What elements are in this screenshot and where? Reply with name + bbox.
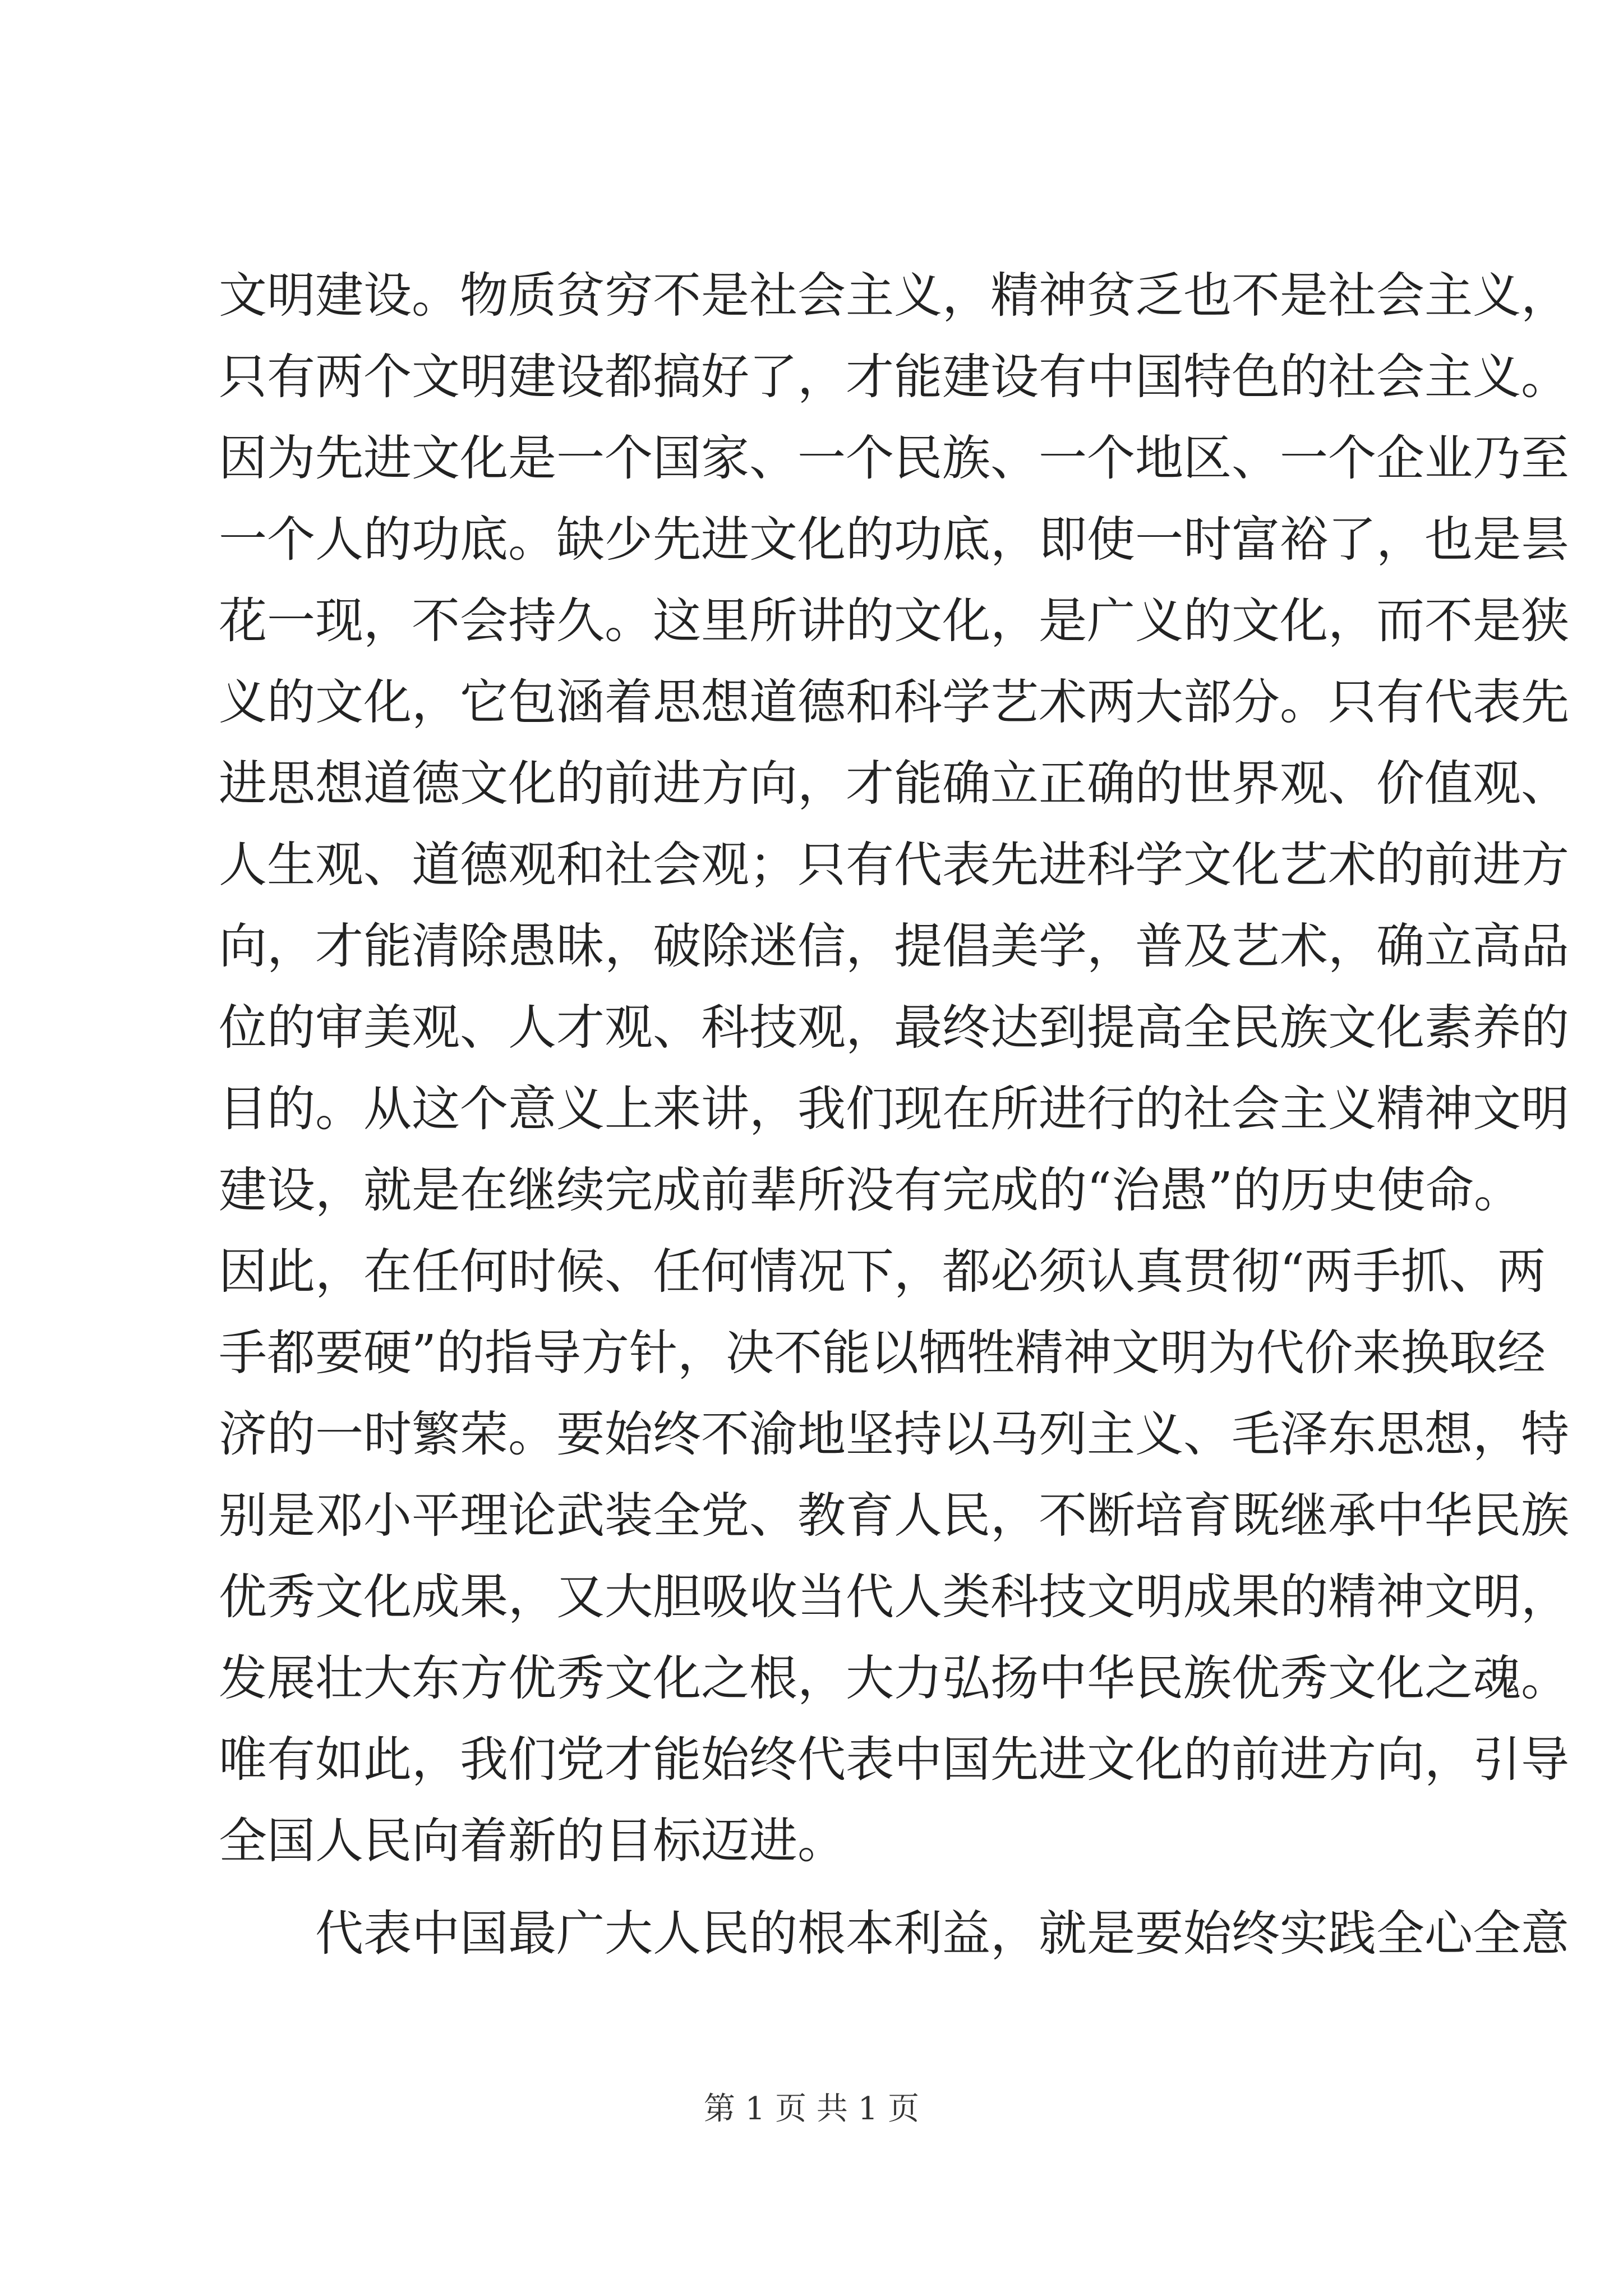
text-line: 因此，在任何时候、任何情况下，都必须认真贯彻“两手抓、两 <box>219 1244 1546 1300</box>
text-line: 文明建设。物质贫穷不是社会主义，精神贫乏也不是社会主义， <box>219 268 1569 324</box>
text-line: 全国人民向着新的目标迈进。 <box>219 1813 846 1869</box>
text-line: 优秀文化成果，又大胆吸收当代人类科技文明成果的精神文明， <box>219 1569 1569 1625</box>
text-line: 别是邓小平理论武装全党、教育人民，不断培育既继承中华民族 <box>219 1488 1569 1544</box>
text-line: 代表中国最广大人民的根本利益，就是要始终实践全心全意 <box>315 1906 1569 1962</box>
text-line: 人生观、道德观和社会观；只有代表先进科学文化艺术的前进方 <box>219 837 1569 893</box>
text-line: 花一现，不会持久。这里所讲的文化，是广义的文化，而不是狭 <box>219 593 1569 649</box>
text-line: 济的一时繁荣。要始终不渝地坚持以马列主义、毛泽东思想，特 <box>219 1406 1569 1462</box>
document-body <box>219 255 1569 1975</box>
page-number-footer: 第 1 页 共 1 页 <box>703 2091 920 2127</box>
text-line: 义的文化，它包涵着思想道德和科学艺术两大部分。只有代表先 <box>219 674 1569 730</box>
text-line: 建设，就是在继续完成前辈所没有完成的“治愚”的历史使命。 <box>219 1162 1522 1218</box>
text-line: 向，才能清除愚昧，破除迷信，提倡美学，普及艺术，确立高品 <box>219 918 1569 974</box>
text-line: 只有两个文明建设都搞好了，才能建设有中国特色的社会主义。 <box>219 349 1569 405</box>
text-line: 进思想道德文化的前进方向，才能确立正确的世界观、价值观、 <box>219 756 1569 812</box>
text-line: 位的审美观、人才观、科技观，最终达到提高全民族文化素养的 <box>219 1000 1569 1056</box>
text-line: 发展壮大东方优秀文化之根，大力弘扬中华民族优秀文化之魂。 <box>219 1650 1569 1706</box>
text-line: 唯有如此，我们党才能始终代表中国先进文化的前进方向，引导 <box>219 1732 1569 1788</box>
paragraph <box>219 255 1569 1882</box>
text-line: 一个人的功底。缺少先进文化的功底，即使一时富裕了，也是昙 <box>219 512 1569 568</box>
paragraph <box>219 1893 1569 1975</box>
text-line: 手都要硬”的指导方针，决不能以牺牲精神文明为代价来换取经 <box>219 1325 1546 1381</box>
text-line: 目的。从这个意义上来讲，我们现在所进行的社会主义精神文明 <box>219 1081 1569 1137</box>
text-line: 因为先进文化是一个国家、一个民族、一个地区、一个企业乃至 <box>219 430 1569 486</box>
